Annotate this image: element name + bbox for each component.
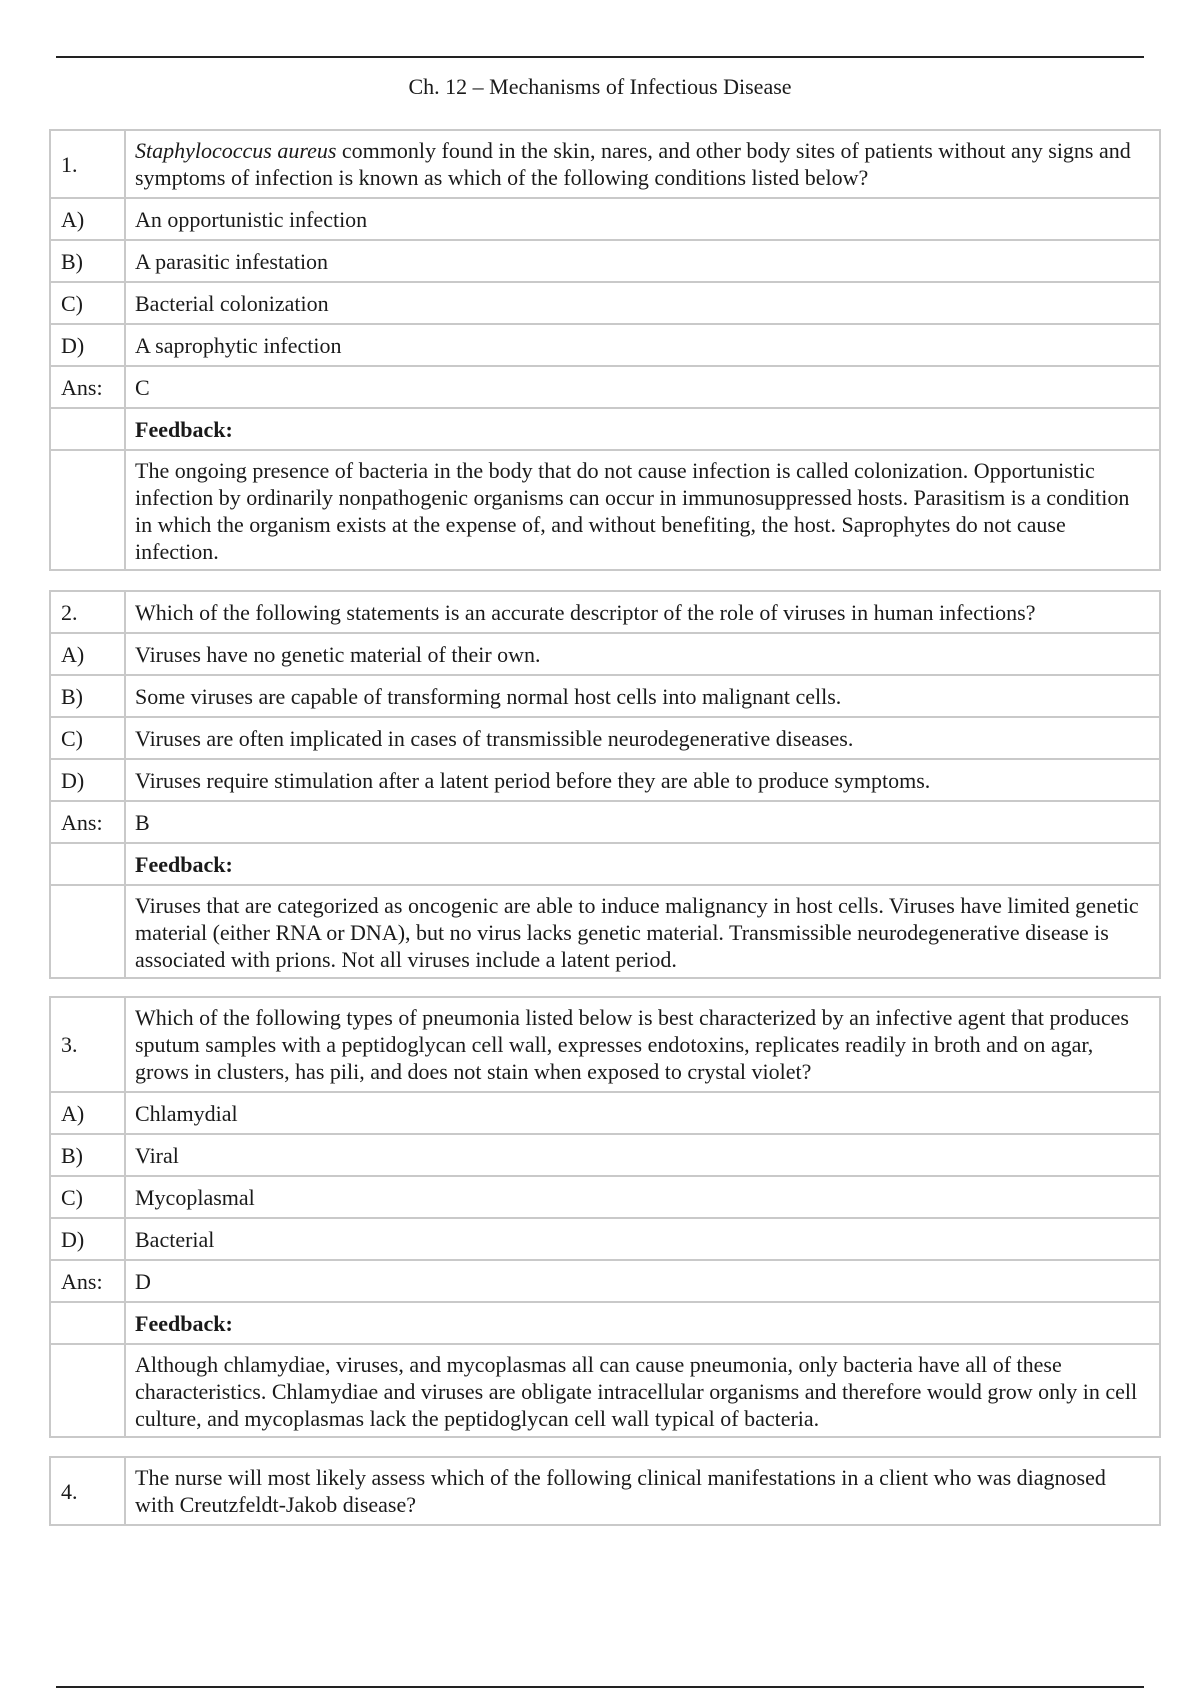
question-1-stem-italic: Staphylococcus aureus bbox=[135, 138, 337, 163]
question-1-stem-text: commonly found in the skin, nares, and other body sites of patients without any signs and symptoms of infection is known as which of the following conditions listed below? bbox=[135, 138, 1131, 190]
option-row bbox=[50, 759, 1160, 801]
option-text: Mycoplasmal bbox=[125, 1176, 1160, 1218]
question-number: 1. bbox=[50, 130, 125, 198]
answer-label: Ans: bbox=[50, 801, 125, 843]
feedback-row bbox=[50, 1344, 1160, 1437]
page-title: Ch. 12 – Mechanisms of Infectious Disease bbox=[408, 74, 792, 99]
option-letter: D) bbox=[50, 324, 125, 366]
footer-rule bbox=[56, 1686, 1144, 1688]
answer-label: Ans: bbox=[50, 366, 125, 408]
question-1-stem bbox=[125, 130, 1160, 198]
feedback-text: Viruses that are categorized as oncogenic are able to induce malignancy in host cells. Viruses have limited genetic material (either RNA or DNA), but no virus lacks genetic material. Transmissible neurodegenerative disease is associated with prions. Not all viruses include a latent period. bbox=[125, 885, 1160, 978]
answer-label: Ans: bbox=[50, 1260, 125, 1302]
answer-row bbox=[50, 801, 1160, 843]
question-4-stem: The nurse will most likely assess which of the following clinical manifestations in a client who was diagnosed with Creutzfeldt-Jakob disease? bbox=[125, 1457, 1160, 1525]
feedback-label: Feedback: bbox=[125, 843, 1160, 885]
option-text: Chlamydial bbox=[125, 1092, 1160, 1134]
feedback-row bbox=[50, 885, 1160, 978]
option-text: A parasitic infestation bbox=[125, 240, 1160, 282]
option-row bbox=[50, 675, 1160, 717]
option-letter: A) bbox=[50, 1092, 125, 1134]
option-row bbox=[50, 633, 1160, 675]
option-letter: D) bbox=[50, 1218, 125, 1260]
option-text: An opportunistic infection bbox=[125, 198, 1160, 240]
option-text: Viruses are often implicated in cases of transmissible neurodegenerative diseases. bbox=[125, 717, 1160, 759]
answer-value: D bbox=[125, 1260, 1160, 1302]
question-number: 2. bbox=[50, 591, 125, 633]
option-letter: B) bbox=[50, 675, 125, 717]
option-letter: D) bbox=[50, 759, 125, 801]
option-letter: B) bbox=[50, 1134, 125, 1176]
empty-cell bbox=[50, 843, 125, 885]
empty-cell bbox=[50, 408, 125, 450]
question-1-stem-row bbox=[50, 130, 1160, 198]
question-3-table bbox=[49, 996, 1161, 1438]
question-2-stem-row bbox=[50, 591, 1160, 633]
feedback-label-row bbox=[50, 1302, 1160, 1344]
option-letter: A) bbox=[50, 198, 125, 240]
empty-cell bbox=[50, 885, 125, 978]
option-letter: C) bbox=[50, 282, 125, 324]
question-number: 3. bbox=[50, 997, 125, 1092]
answer-value: B bbox=[125, 801, 1160, 843]
option-text: Some viruses are capable of transforming normal host cells into malignant cells. bbox=[125, 675, 1160, 717]
header-rule bbox=[56, 56, 1144, 58]
option-row bbox=[50, 198, 1160, 240]
question-2-table bbox=[49, 590, 1161, 979]
feedback-label: Feedback: bbox=[125, 408, 1160, 450]
answer-value: C bbox=[125, 366, 1160, 408]
option-letter: C) bbox=[50, 717, 125, 759]
option-row bbox=[50, 282, 1160, 324]
option-text: Viruses require stimulation after a latent period before they are able to produce symptoms. bbox=[125, 759, 1160, 801]
question-3-stem: Which of the following types of pneumonia listed below is best characterized by an infective agent that produces sputum samples with a peptidoglycan cell wall, expresses endotoxins, replicates readily in broth and on agar, grows in clusters, has pili, and does not stain when exposed to crystal violet? bbox=[125, 997, 1160, 1092]
option-row bbox=[50, 240, 1160, 282]
answer-row bbox=[50, 366, 1160, 408]
question-number: 4. bbox=[50, 1457, 125, 1525]
option-text: Bacterial colonization bbox=[125, 282, 1160, 324]
empty-cell bbox=[50, 450, 125, 570]
option-row bbox=[50, 1092, 1160, 1134]
option-row bbox=[50, 1176, 1160, 1218]
option-text: A saprophytic infection bbox=[125, 324, 1160, 366]
option-text: Viruses have no genetic material of their own. bbox=[125, 633, 1160, 675]
option-text: Viral bbox=[125, 1134, 1160, 1176]
option-row bbox=[50, 324, 1160, 366]
question-4-stem-row bbox=[50, 1457, 1160, 1525]
option-row bbox=[50, 717, 1160, 759]
question-4-table bbox=[49, 1456, 1161, 1526]
question-2-stem: Which of the following statements is an accurate descriptor of the role of viruses in human infections? bbox=[125, 591, 1160, 633]
option-letter: A) bbox=[50, 633, 125, 675]
feedback-label-row bbox=[50, 843, 1160, 885]
option-letter: B) bbox=[50, 240, 125, 282]
feedback-row bbox=[50, 450, 1160, 570]
empty-cell bbox=[50, 1302, 125, 1344]
feedback-text: The ongoing presence of bacteria in the body that do not cause infection is called colonization. Opportunistic infection by ordinarily nonpathogenic organisms can occur in immunosuppressed hosts. Parasitism is a condition in which the organism exists at the expense of, and without benefiting, the host. Saprophytes do not cause infection. bbox=[125, 450, 1160, 570]
feedback-label-row bbox=[50, 408, 1160, 450]
feedback-text: Although chlamydiae, viruses, and mycoplasmas all can cause pneumonia, only bacteria have all of these characteristics. Chlamydiae and viruses are obligate intracellular organisms and therefore would grow only in cell culture, and mycoplasmas lack the peptidoglycan cell wall typical of bacteria. bbox=[125, 1344, 1160, 1437]
feedback-label: Feedback: bbox=[125, 1302, 1160, 1344]
answer-row bbox=[50, 1260, 1160, 1302]
option-row bbox=[50, 1218, 1160, 1260]
option-row bbox=[50, 1134, 1160, 1176]
option-text: Bacterial bbox=[125, 1218, 1160, 1260]
question-1-table bbox=[49, 129, 1161, 571]
empty-cell bbox=[50, 1344, 125, 1437]
question-3-stem-row bbox=[50, 997, 1160, 1092]
option-letter: C) bbox=[50, 1176, 125, 1218]
